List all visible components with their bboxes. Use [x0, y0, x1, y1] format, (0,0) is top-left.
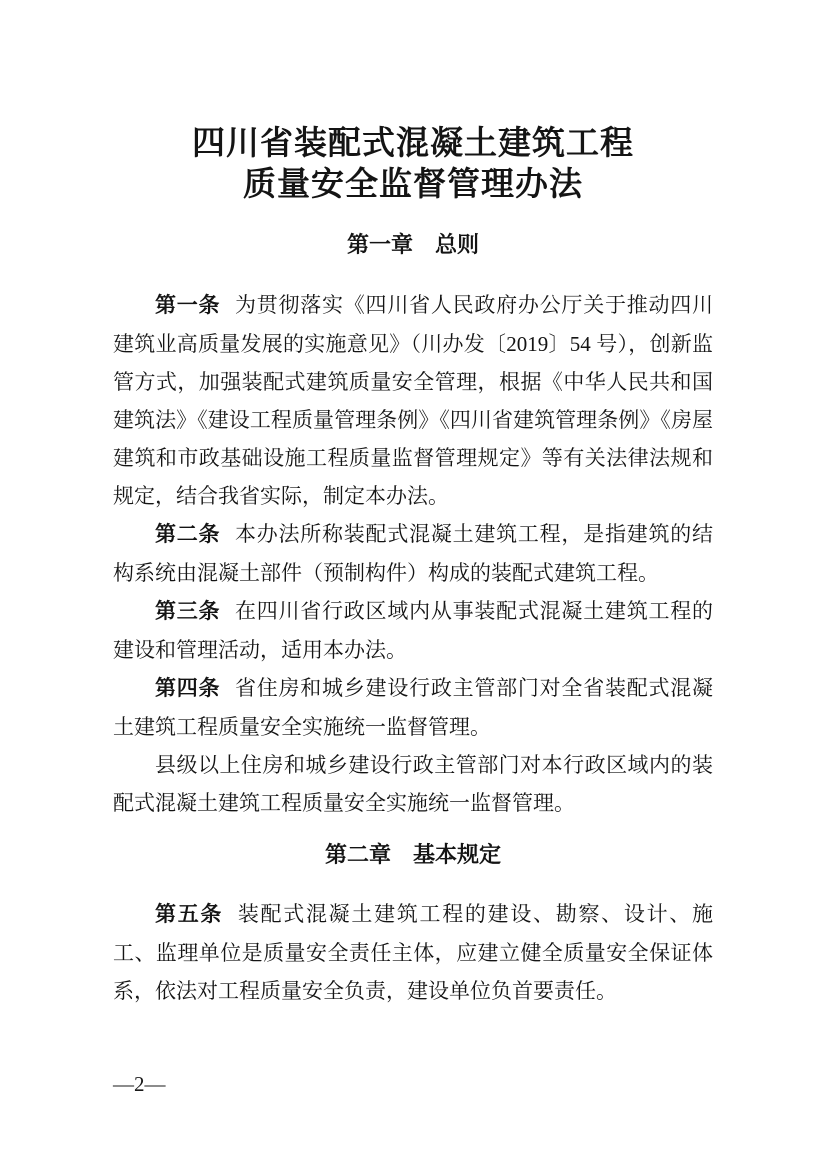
article-3-label: 第三条 — [155, 600, 221, 623]
chapter-2-heading: 第二章 基本规定 — [324, 842, 501, 867]
article-2-paragraph — [113, 515, 713, 592]
page-number-footer: —2— — [113, 1072, 166, 1096]
article-5-paragraph — [113, 895, 713, 1010]
article-1-paragraph — [113, 286, 713, 515]
article-1-text: 为贯彻落实《四川省人民政府办公厅关于推动四川建筑业高质量发展的实施意见》（川办发〔2019〕54 号），创新监管方式，加强装配式建筑质量安全管理，根据《中华人民共和国建筑法》《建设工程质量管理条例》《四川省建筑管理条例》《房屋建筑和市政基础设施工程质量监督管理规定》等有关法律法规和规定，结合我省实际，制定本办法。 — [113, 293, 714, 508]
chapter-1-heading: 第一章 总则 — [346, 232, 479, 257]
article-4-label: 第四条 — [155, 677, 221, 700]
article-4-text: 省住房和城乡建设行政主管部门对全省装配式混凝土建筑工程质量安全实施统一监督管理。 — [113, 676, 714, 739]
chapter-1-body — [113, 286, 713, 822]
doc-title-line-2: 质量安全监督管理办法 — [243, 167, 583, 203]
chapter-2-body — [113, 895, 713, 1010]
article-2-label: 第二条 — [155, 523, 221, 546]
article-5-text: 装配式混凝土建筑工程的建设、勘察、设计、施工、监理单位是质量安全责任主体，应建立健全质量安全保证体系，依法对工程质量安全负责，建设单位负首要责任。 — [113, 902, 714, 1003]
article-4-paragraph — [113, 669, 713, 746]
document-title — [113, 124, 713, 206]
article-2-text: 本办法所称装配式混凝土建筑工程，是指建筑的结构系统由混凝土部件（预制构件）构成的装配式建筑工程。 — [113, 522, 714, 585]
article-1-label: 第一条 — [155, 294, 221, 317]
doc-title-line-1: 四川省装配式混凝土建筑工程 — [192, 126, 634, 162]
article-4-continuation-paragraph — [113, 746, 713, 822]
article-5-label: 第五条 — [155, 903, 224, 926]
article-4-continuation-text: 县级以上住房和城乡建设行政主管部门对本行政区域内的装配式混凝土建筑工程质量安全实施统一监督管理。 — [113, 753, 713, 815]
article-3-paragraph — [113, 592, 713, 669]
article-3-text: 在四川省行政区域内从事装配式混凝土建筑工程的建设和管理活动，适用本办法。 — [113, 599, 714, 662]
